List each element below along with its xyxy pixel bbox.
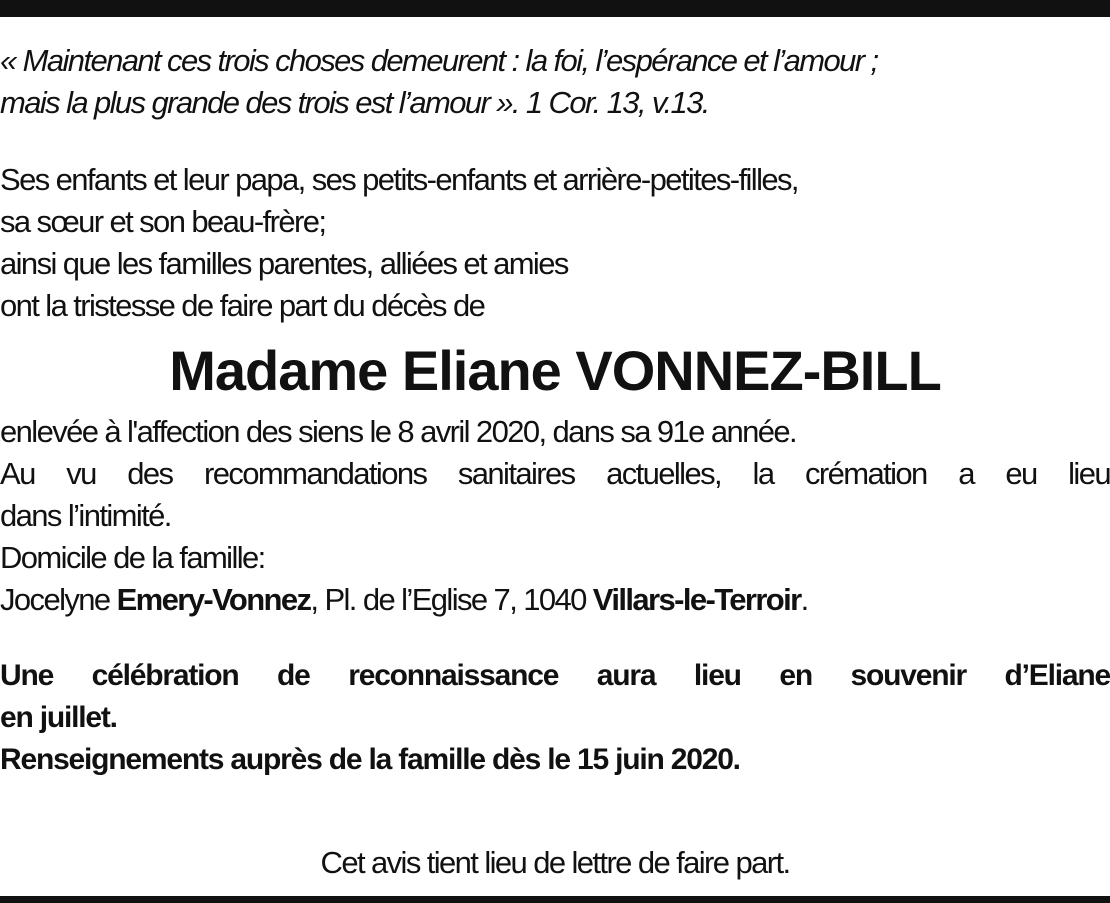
death-details <box>0 411 1110 621</box>
obituary-notice <box>0 40 1110 781</box>
address-town: Villars-le-Terroir <box>592 582 801 617</box>
quote-line-1: « Maintenant ces trois choses demeurent : la foi, l’espérance et l’amour ; <box>0 43 878 78</box>
family-address <box>0 579 1110 621</box>
details-line-2b: dans l’intimité. <box>0 498 171 533</box>
top-border-rule <box>0 0 1110 17</box>
celebration-notice <box>0 655 1110 781</box>
details-line-2a: Au vu des recommandations sanitaires actuelles, la crémation a eu lieu <box>0 456 1110 491</box>
bible-quote <box>0 40 1110 124</box>
family-line-1: Ses enfants et leur papa, ses petits-enfants et arrière-petites-filles, <box>0 162 798 197</box>
family-line-2: sa sœur et son beau-frère; <box>0 204 326 239</box>
family-line-3: ainsi que les familles parentes, alliées et amies <box>0 246 568 281</box>
deceased-name: Madame Eliane VONNEZ-BILL <box>169 339 941 402</box>
address-surname: Emery-Vonnez <box>116 582 311 617</box>
celebration-line-3: Renseignements auprès de la famille dès le 15 juin 2020. <box>0 743 740 776</box>
celebration-line-2: en juillet. <box>0 701 117 734</box>
celebration-line-1: Une célébration de reconnaissance aura lieu en souvenir d’Eliane <box>0 659 1110 692</box>
bottom-border-rule <box>0 896 1110 903</box>
address-suffix: . <box>800 582 808 617</box>
family-line-4: ont la tristesse de faire part du décès de <box>0 288 485 323</box>
address-middle: , Pl. de l’Eglise 7, 1040 <box>310 582 593 617</box>
address-prefix: Jocelyne <box>0 582 117 617</box>
quote-line-2: mais la plus grande des trois est l’amour ». 1 Cor. 13, v.13. <box>0 85 709 120</box>
details-line-3: Domicile de la famille: <box>0 540 265 575</box>
details-line-1: enlevée à l'affection des siens le 8 avril 2020, dans sa 91e année. <box>0 414 797 449</box>
family-announcement <box>0 159 1110 327</box>
closing-note: Cet avis tient lieu de lettre de faire part. <box>320 845 790 880</box>
